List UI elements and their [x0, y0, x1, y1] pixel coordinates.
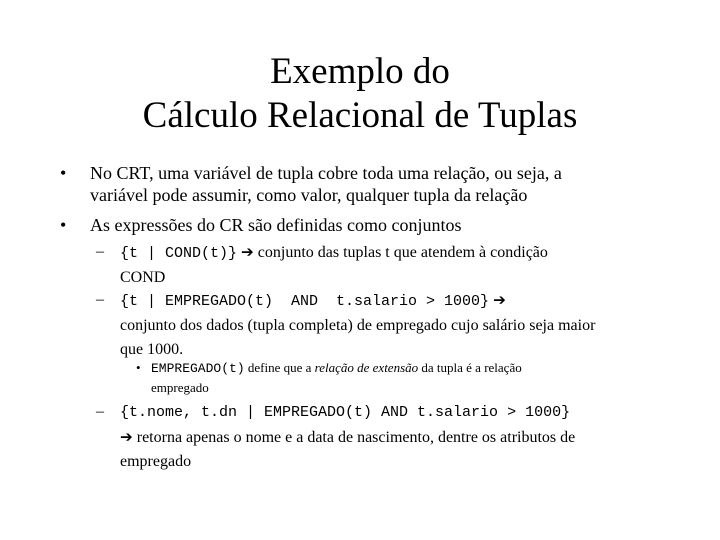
- arrow-icon: ➔: [120, 428, 133, 446]
- sub-3-line-3: empregado: [120, 453, 192, 470]
- sub-1-line-2: COND: [120, 269, 166, 286]
- title-line-1: Exemplo do: [270, 51, 450, 92]
- dash-icon: –: [96, 243, 104, 260]
- note-text-b: da tupla é a relação: [418, 360, 522, 375]
- sub-1-text: conjunto das tuplas t que atendem à condição: [253, 244, 548, 261]
- note-code: EMPREGADO(t): [151, 361, 245, 376]
- sub-3-line-2: [120, 425, 660, 450]
- bullet-item-1: [60, 162, 680, 206]
- bullet-1-line-1: No CRT, uma variável de tupla cobre toda uma relação, ou seja, a: [90, 163, 562, 183]
- bullet-1-line-2: variável pode assumir, como valor, qualquer tupla da relação: [90, 185, 528, 205]
- arrow-icon: ➔: [241, 243, 254, 261]
- sub-3-line-1: [120, 400, 660, 425]
- slide-title: [0, 50, 720, 138]
- bullet-icon: •: [136, 360, 141, 375]
- sub-3-text: retorna apenas o nome e a data de nascimento, dentre os atributos de: [132, 429, 576, 446]
- dash-icon: –: [96, 403, 104, 420]
- sub-item-3: [96, 400, 660, 474]
- note-line-2: empregado: [151, 380, 209, 395]
- note-text-italic: relação de extensão: [314, 360, 419, 375]
- bullet-item-2: [60, 214, 680, 236]
- title-line-2: Cálculo Relacional de Tuplas: [142, 95, 578, 136]
- note-text-a: define que a: [244, 360, 315, 375]
- sub-3-code: {t.nome, t.dn | EMPREGADO(t) AND t.salario > 1000}: [120, 404, 571, 421]
- note-line-1: [151, 358, 631, 378]
- sub-2-line-3: que 1000.: [120, 341, 184, 358]
- sub-1-line-1: [120, 240, 660, 266]
- dash-icon: –: [96, 291, 104, 308]
- note-item: [136, 358, 631, 397]
- sub-item-2: [96, 288, 660, 362]
- bullet-icon: •: [60, 215, 67, 235]
- bullet-icon: •: [60, 163, 67, 183]
- sub-1-code: {t | COND(t)}: [120, 245, 238, 262]
- sub-item-1: [96, 240, 660, 290]
- sub-2-line-1: [120, 288, 660, 314]
- bullet-2-text: As expressões do CR são definidas como conjuntos: [90, 215, 462, 235]
- sub-2-line-2: conjunto dos dados (tupla completa) de empregado cujo salário seja maior: [120, 317, 596, 334]
- sub-2-code: {t | EMPREGADO(t) AND t.salario > 1000}: [120, 293, 490, 310]
- arrow-icon: ➔: [493, 291, 506, 309]
